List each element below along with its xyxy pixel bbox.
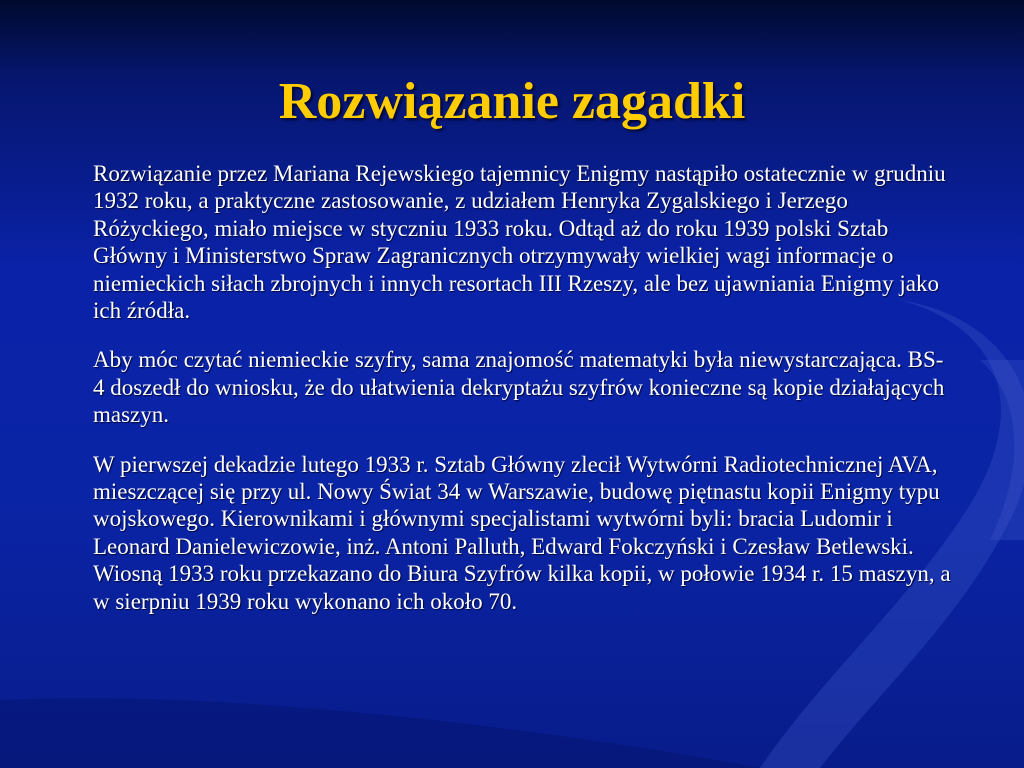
body-paragraph-1: Rozwiązanie przez Mariana Rejewskiego tajemnicy Enigmy nastąpiło ostatecznie w grudniu 1932 roku, a praktyczne zastosowanie, z udziałem Henryka Zygalskiego i Jerzego Różyckiego, miało miejsce w styczniu 1933 roku. Odtąd aż do roku 1939 polski Sztab Główny i Ministerstwo Spraw Zagranicznych otrzymywały wielkiej wagi informacje o niemieckich siłach zbrojnych i innych resortach III Rzeszy, ale bez ujawniania Enigmy jako ich źródła. (93, 161, 946, 324)
body-paragraph-2: Aby móc czytać niemieckie szyfry, sama znajomość matematyki była niewystarczająca. BS-4 doszedł do wniosku, że do ułatwienia dekryptażu szyfrów konieczne są kopie działających maszyn. (93, 347, 945, 428)
slide-body (93, 160, 953, 637)
slide-title: Rozwiązanie zagadki (278, 73, 746, 130)
body-paragraph-3: W pierwszej dekadzie lutego 1933 r. Sztab Główny zlecił Wytwórni Radiotechnicznej AVA, mieszczącej się przy ul. Nowy Świat 34 w Warszawie, budowę piętnastu kopii Enigmy typu wojskowego. Kierownikami i głównymi specjalistami wytwórni byli: bracia Ludomir i Leonard Danielewiczowie, inż. Antoni Palluth, Edward Fokczyński i Czesław Betlewski. Wiosną 1933 roku przekazano do Biura Szyfrów kilka kopii, w połowie 1934 r. 15 maszyn, a w sierpniu 1939 roku wykonano ich około 70. (93, 451, 951, 614)
